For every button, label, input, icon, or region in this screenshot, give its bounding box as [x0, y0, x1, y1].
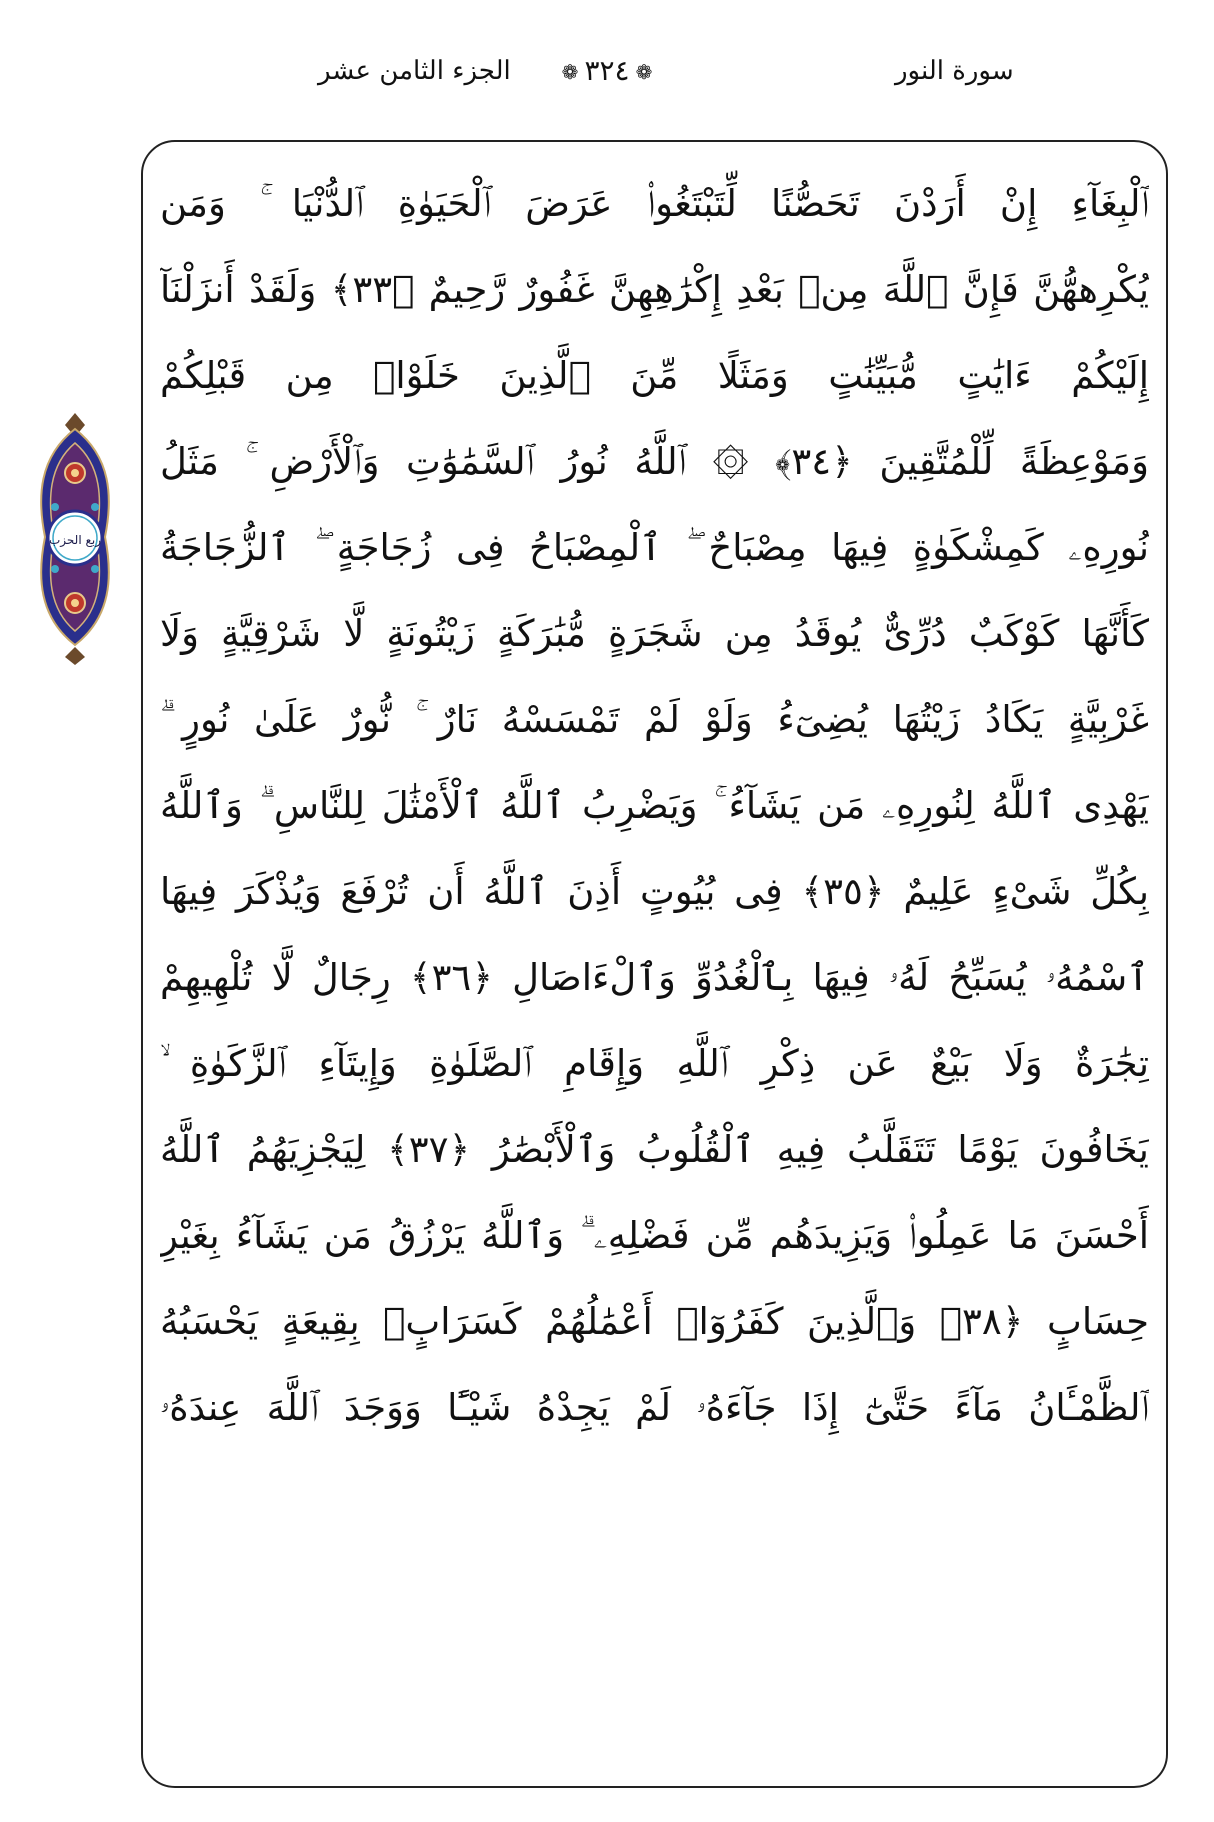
- surah-title: سورة النور: [895, 56, 1014, 86]
- text-line: كَأَنَّهَا كَوْكَبٌ دُرِّىٌّ يُوقَدُ مِن شَجَرَةٍ مُّبَٰرَكَةٍ زَيْتُونَةٍ لَّا شَرْقِيَّةٍ وَلَا: [160, 612, 1149, 655]
- text-line: يَهْدِى ٱللَّهُ لِنُورِهِۦ مَن يَشَآءُ ۚ وَيَضْرِبُ ٱللَّهُ ٱلْأَمْثَٰلَ لِلنَّاسِ ۗ وَٱللَّهُ: [160, 784, 1149, 827]
- text-line: تِجَٰرَةٌ وَلَا بَيْعٌ عَن ذِكْرِ ٱللَّهِ وَإِقَامِ ٱلصَّلَوٰةِ وَإِيتَآءِ ٱلزَّكَوٰةِ ۙ: [160, 1042, 1149, 1085]
- ornament-left-icon: ❁: [635, 60, 653, 84]
- text-line: ٱلظَّمْـَٔانُ مَآءً حَتَّىٰٓ إِذَا جَآءَهُۥ لَمْ يَجِدْهُ شَيْـًٔا وَوَجَدَ ٱللَّهَ عِندَهُۥ: [160, 1386, 1149, 1429]
- page-number-badge: [0, 54, 1214, 87]
- hizb-ornament-icon: [33, 407, 118, 667]
- hizb-label: ربع الحزب: [49, 533, 101, 547]
- text-line: أَحْسَنَ مَا عَمِلُوا۟ وَيَزِيدَهُم مِّن فَضْلِهِۦ ۗ وَٱللَّهُ يَرْزُقُ مَن يَشَآءُ بِغَيْرِ: [160, 1214, 1149, 1257]
- text-line: ٱلْبِغَآءِ إِنْ أَرَدْنَ تَحَصُّنًا لِّتَبْتَغُوا۟ عَرَضَ ٱلْحَيَوٰةِ ٱلدُّنْيَا ۚ وَمَن: [160, 182, 1149, 225]
- juz-title: الجزء الثامن عشر: [318, 56, 511, 86]
- ornament-right-icon: ❁: [561, 60, 579, 84]
- page-header: [0, 48, 1214, 108]
- hizb-marker: [33, 407, 118, 667]
- text-line: نُورِهِۦ كَمِشْكَوٰةٍ فِيهَا مِصْبَاحٌ ۖ ٱلْمِصْبَاحُ فِى زُجَاجَةٍ ۖ ٱلزُّجَاجَةُ: [160, 526, 1149, 569]
- quran-text: [160, 160, 1149, 1760]
- text-line: وَمَوْعِظَةً لِّلْمُتَّقِينَ ﴿٣٤﴾ ۞ ٱللَّهُ نُورُ ٱلسَّمَٰوَٰتِ وَٱلْأَرْضِ ۚ مَثَلُ: [160, 440, 1149, 483]
- text-line: إِلَيْكُمْ ءَايَٰتٍ مُّبَيِّنَٰتٍ وَمَثَلًا مِّنَ ٱلَّذِينَ خَلَوْا۟ مِن قَبْلِكُمْ: [160, 354, 1149, 397]
- text-line: ٱسْمُهُۥ يُسَبِّحُ لَهُۥ فِيهَا بِٱلْغُدُوِّ وَٱلْءَاصَالِ ﴿٣٦﴾ رِجَالٌ لَّا تُلْهِيهِمْ: [160, 956, 1149, 999]
- page-number: ٣٢٤: [584, 54, 630, 87]
- text-line: حِسَابٍ ﴿٣٨﴾ وَٱلَّذِينَ كَفَرُوٓا۟ أَعْمَٰلُهُمْ كَسَرَابٍۭ بِقِيعَةٍ يَحْسَبُهُ: [160, 1300, 1149, 1343]
- text-line: غَرْبِيَّةٍ يَكَادُ زَيْتُهَا يُضِىٓءُ وَلَوْ لَمْ تَمْسَسْهُ نَارٌ ۚ نُّورٌ عَلَىٰ نُورٍ ۗ: [160, 698, 1149, 741]
- text-line: يَخَافُونَ يَوْمًا تَتَقَلَّبُ فِيهِ ٱلْقُلُوبُ وَٱلْأَبْصَٰرُ ﴿٣٧﴾ لِيَجْزِيَهُمُ ٱللَّهُ: [160, 1128, 1149, 1171]
- text-line: بِكُلِّ شَىْءٍ عَلِيمٌ ﴿٣٥﴾ فِى بُيُوتٍ أَذِنَ ٱللَّهُ أَن تُرْفَعَ وَيُذْكَرَ فِيهَا: [160, 870, 1149, 913]
- text-line: يُكْرِههُّنَّ فَإِنَّ ٱللَّهَ مِنۢ بَعْدِ إِكْرَٰهِهِنَّ غَفُورٌ رَّحِيمٌ ﴿٣٣﴾ وَلَقَدْ أَنزَلْنَآ: [160, 268, 1149, 311]
